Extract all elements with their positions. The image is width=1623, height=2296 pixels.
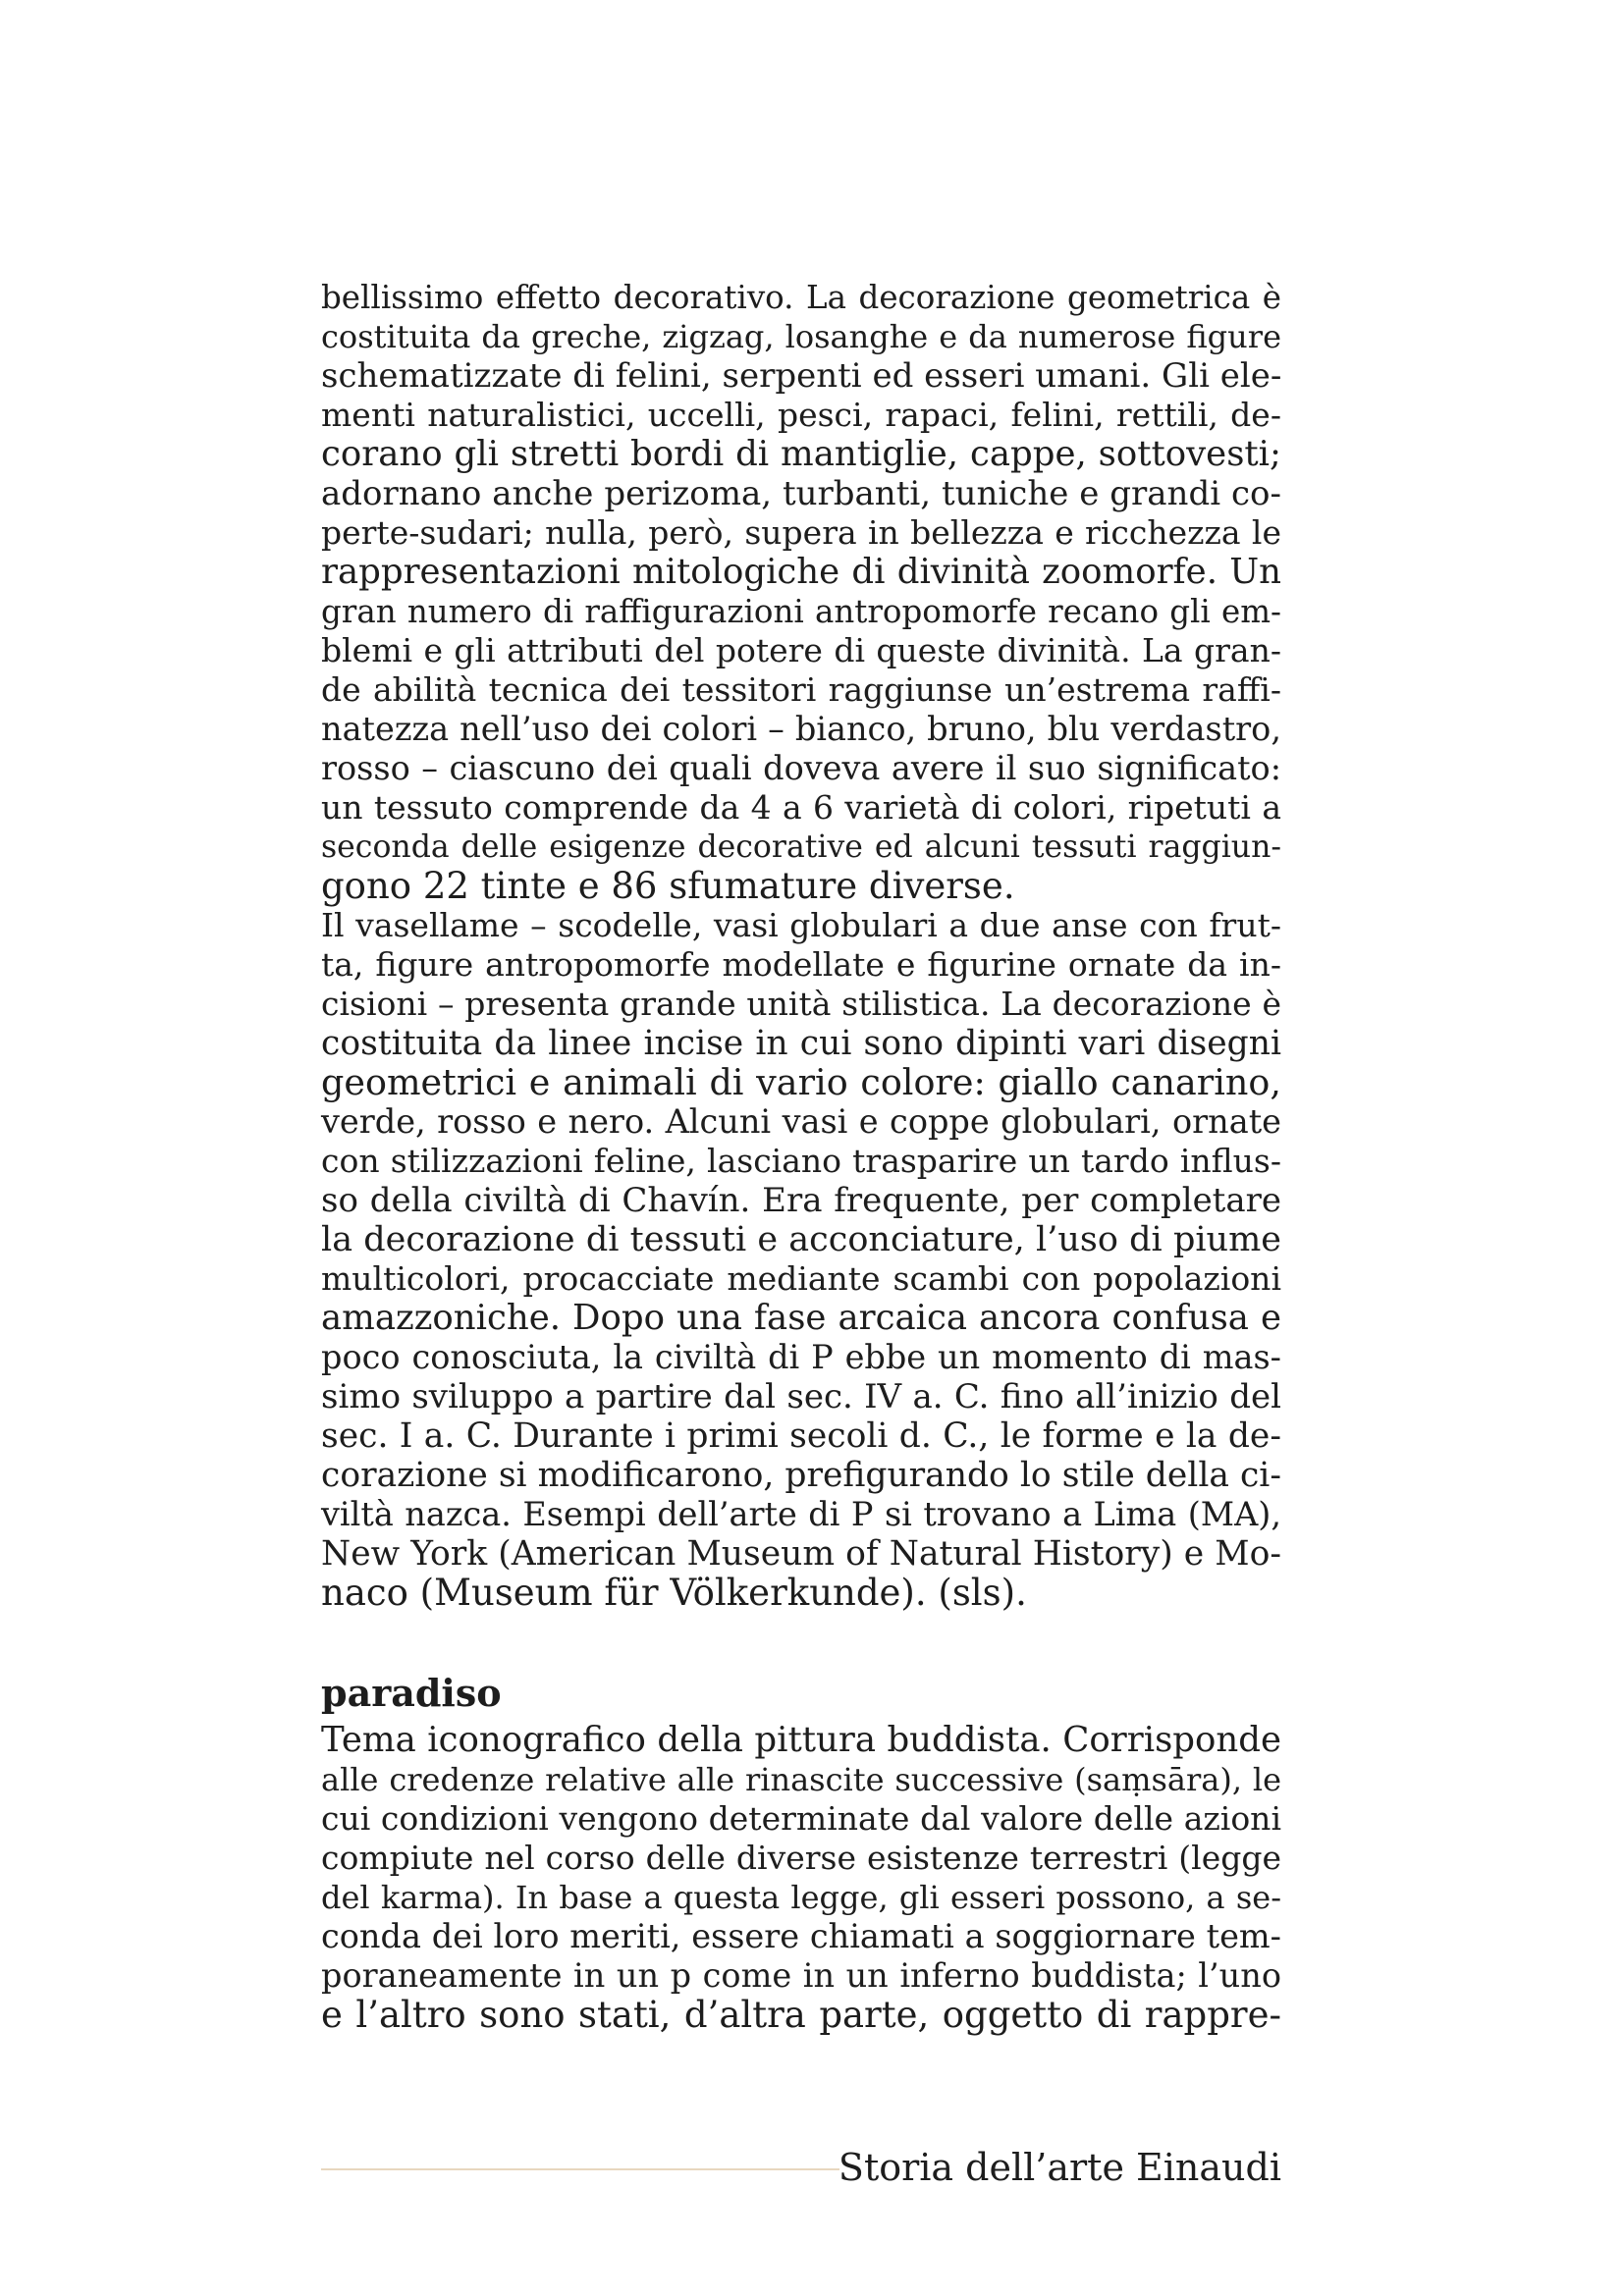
text-line: alle credenze relative alle rinascite successive (saṃsāra), le [321,1761,1281,1798]
text-line: cui condizioni vengono determinate dal valore delle azioni [321,1799,1281,1838]
text-line: geometrici e animali di vario colore: giallo canarino, [321,1061,1281,1103]
page-body [321,278,1281,2035]
paragraph-2 [321,906,1281,1613]
text-line: adornano anche perizoma, turbanti, tuniche e grandi co- [321,474,1281,513]
text-line: simo sviluppo a partire dal sec. IV a. C. fino all’inizio del [321,1377,1281,1416]
text-line: rappresentazioni mitologiche di divinità zoomorfe. Un [321,552,1281,592]
text-line: rosso – ciascuno dei quali doveva avere il suo significato: [321,749,1281,787]
text-line: un tessuto comprende da 4 a 6 varietà di colori, ripetuti a [321,788,1281,827]
text-line: sec. I a. C. Durante i primi secoli d. C., le forme e la de- [321,1416,1281,1456]
text-line: bellissimo effetto decorativo. La decorazione geometrica è [321,279,1281,316]
paragraph-1 [321,278,1281,906]
text-line: multicolori, procacciate mediante scambi con popolazioni [321,1259,1281,1298]
text-line: so della civiltà di Chavín. Era frequente, per completare [321,1181,1281,1220]
text-line: de abilità tecnica dei tessitori raggiunse un’estrema raffi- [321,670,1281,709]
text-line: con stilizzazioni feline, lasciano trasparire un tardo influs- [321,1142,1281,1180]
text-line: e l’altro sono stati, d’altra parte, oggetto di rappre- [321,1994,1281,2036]
footer-title: Storia dell’arte Einaudi [838,2146,1281,2189]
text-line: conda dei loro meriti, essere chiamati a soggiornare tem- [321,1917,1281,1955]
text-line: amazzoniche. Dopo una fase arcaica ancora confusa e [321,1298,1281,1338]
text-line: verde, rosso e nero. Alcuni vasi e coppe globulari, ornate [321,1102,1281,1141]
text-line: menti naturalistici, uccelli, pesci, rapaci, felini, rettili, de- [321,396,1281,434]
text-line: viltà nazca. Esempi dell’arte di P si trovano a Lima (MA), [321,1495,1281,1533]
text-line: cisioni – presenta grande unità stilistica. La decorazione è [321,985,1281,1023]
text-line: perte-sudari; nulla, però, supera in bellezza e ricchezza le [321,513,1281,552]
text-line: naco (Museum für Völkerkunde). (sls). [321,1572,1027,1614]
text-line: seconda delle esigenze decorative ed alcuni tessuti raggiun- [321,829,1281,865]
text-line: blemi e gli attributi del potere di queste divinità. La gran- [321,631,1281,669]
text-line: del karma). In base a questa legge, gli esseri possono, a se- [321,1879,1281,1916]
text-line: Tema iconografico della pittura buddista. Corrisponde [321,1720,1281,1760]
text-line: costituita da linee incise in cui sono dipinti vari disegni [321,1024,1281,1063]
entry-heading: paradiso [321,1671,502,1715]
text-line: gran numero di raffigurazioni antropomorfe recano gli em- [321,593,1281,630]
section-gap [321,1613,1281,1672]
text-line: ta, figure antropomorfe modellate e figurine ornate da in- [321,945,1281,984]
entry-paradiso [321,1672,1281,2035]
text-line: New York (American Museum of Natural History) e Mo- [321,1534,1281,1574]
text-line: poraneamente in un p come in un inferno buddista; l’uno [321,1956,1281,1995]
footer-rule [321,2168,839,2170]
text-line: natezza nell’uso dei colori – bianco, bruno, blu verdastro, [321,710,1281,748]
text-line: Il vasellame – scodelle, vasi globulari a due anse con frut- [321,906,1281,944]
text-line: schematizzate di felini, serpenti ed esseri umani. Gli ele- [321,356,1282,396]
text-line: corazione si modificarono, prefigurando lo stile della ci- [321,1456,1281,1495]
page-footer [321,2145,1281,2194]
text-line: la decorazione di tessuti e acconciature, l’uso di piume [321,1220,1281,1259]
text-line: costituita da greche, zigzag, losanghe e da numerose figure [321,318,1281,355]
text-line: corano gli stretti bordi di mantiglie, cappe, sottovesti; [321,434,1281,474]
text-line: poco conosciuta, la civiltà di P ebbe un momento di mas- [321,1338,1281,1376]
text-line: compiute nel corso delle diverse esistenze terrestri (legge [321,1839,1281,1877]
text-line: gono 22 tinte e 86 sfumature diverse. [321,865,1015,907]
